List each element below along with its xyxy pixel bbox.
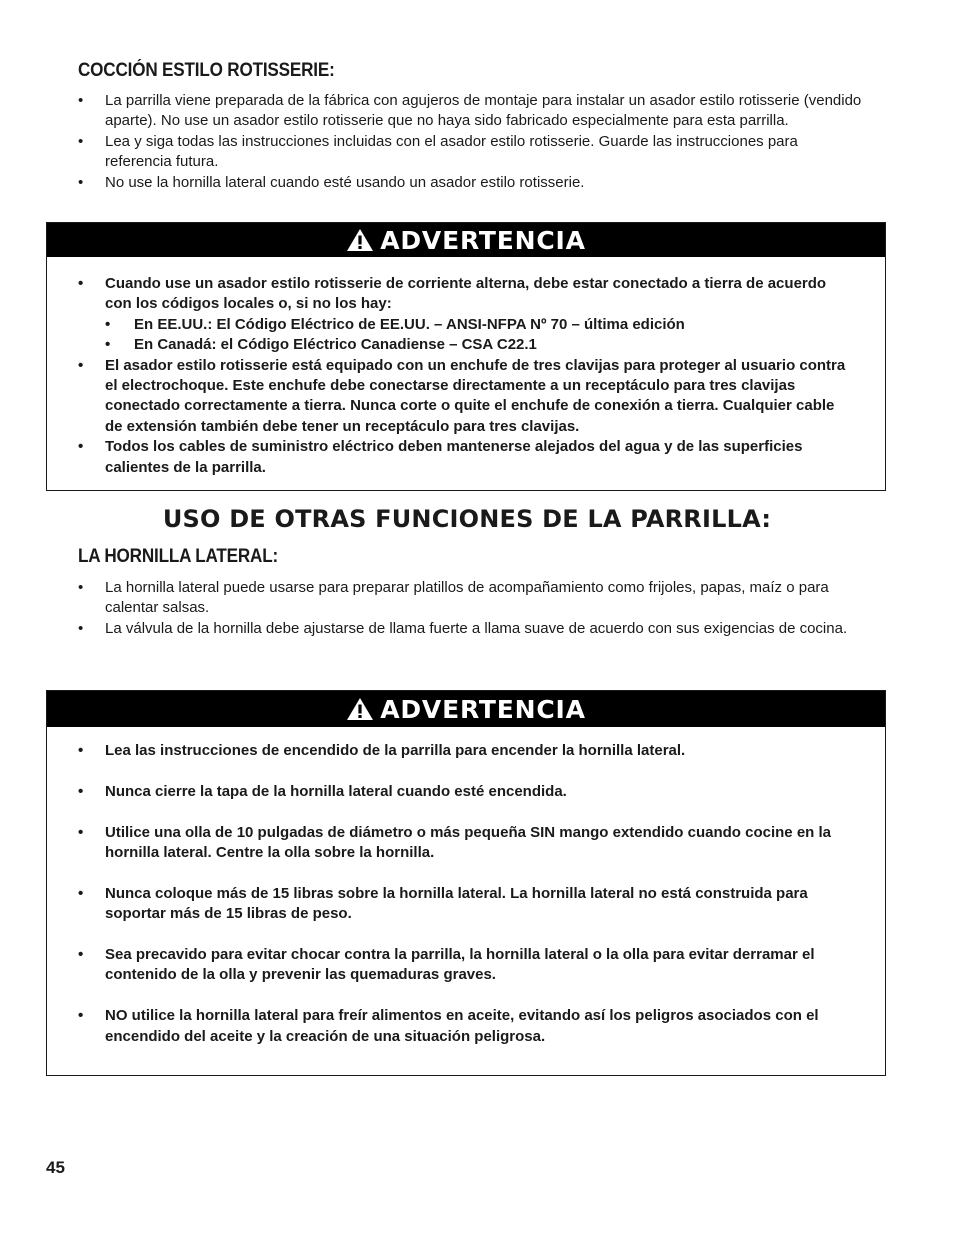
warning-triangle-icon <box>346 697 374 721</box>
list-item: • La parrilla viene preparada de la fábrica con agujeros de montaje para instalar un asador estilo rotisserie (vendido aparte). No use un asador estilo rotisserie que no haya sido fabricado especialmente para esta parrilla. <box>78 91 868 132</box>
warning-header <box>47 223 885 257</box>
side-burner-heading: LA HORNILLA LATERAL: <box>78 546 278 567</box>
warning-triangle-icon <box>346 228 374 252</box>
list-item: • La válvula de la hornilla debe ajustarse de llama fuerte a llama suave de acuerdo con sus exigencias de cocina. <box>78 619 868 639</box>
list-item: • No use la hornilla lateral cuando esté usando un asador estilo rotisserie. <box>78 173 868 193</box>
warning-list <box>78 741 848 1067</box>
page-number: 45 <box>46 1158 65 1177</box>
list-item <box>78 274 848 356</box>
list-item: • Nunca cierre la tapa de la hornilla lateral cuando esté encendida. <box>78 782 848 802</box>
rotisserie-list <box>78 91 868 193</box>
warning-box-side-burner <box>46 690 886 1076</box>
list-item: • En EE.UU.: El Código Eléctrico de EE.UU. – ANSI-NFPA Nº 70 – última edición <box>105 315 848 335</box>
warning-box-rotisserie <box>46 222 886 491</box>
list-item: • Sea precavido para evitar chocar contra la parrilla, la hornilla lateral o la olla para evitar derramar el contenido de la olla y prevenir las quemaduras graves. <box>78 945 848 986</box>
warning-title: ADVERTENCIA <box>380 694 586 724</box>
warning-list <box>78 274 848 478</box>
list-item: • Utilice una olla de 10 pulgadas de diámetro o más pequeña SIN mango extendido cuando cocine en la hornilla lateral. Centre la olla sobre la hornilla. <box>78 823 848 864</box>
list-item: • Lea las instrucciones de encendido de la parrilla para encender la hornilla lateral. <box>78 741 848 761</box>
list-item: • Lea y siga todas las instrucciones incluidas con el asador estilo rotisserie. Guarde las instrucciones para referencia futura. <box>78 132 868 173</box>
list-item: • En Canadá: el Código Eléctrico Canadiense – CSA C22.1 <box>105 335 848 355</box>
warning-header <box>47 691 885 727</box>
list-item: • Todos los cables de suministro eléctrico deben mantenerse alejados del agua y de las superficies calientes de la parrilla. <box>78 437 848 478</box>
list-item: • El asador estilo rotisserie está equipado con un enchufe de tres clavijas para proteger al usuario contra el electrochoque. Este enchufe debe conectarse directamente a un receptáculo para tres clavijas conectado correctamente a tierra. Nunca corte o quite el enchufe de conexión a tierra. Cualquier cable de extensión también debe tener un receptáculo para tres clavijas. <box>78 356 848 438</box>
list-item: • NO utilice la hornilla lateral para freír alimentos en aceite, evitando así los peligros asociados con el encendido del aceite y la creación de una situación peligrosa. <box>78 1006 848 1047</box>
warning-text: Cuando use un asador estilo rotisserie de corriente alterna, debe estar conectado a tierra de acuerdo con los códigos locales o, si no los hay: <box>105 275 827 313</box>
rotisserie-heading: COCCIÓN ESTILO ROTISSERIE: <box>78 60 335 81</box>
warning-sublist <box>105 315 848 356</box>
main-heading: USO DE OTRAS FUNCIONES DE LA PARRILLA: <box>162 505 772 533</box>
list-item: • Nunca coloque más de 15 libras sobre la hornilla lateral. La hornilla lateral no está construida para soportar más de 15 libras de peso. <box>78 884 848 925</box>
warning-title: ADVERTENCIA <box>380 225 586 255</box>
side-burner-list <box>78 578 868 639</box>
list-item: • La hornilla lateral puede usarse para preparar platillos de acompañamiento como frijoles, papas, maíz o para calentar salsas. <box>78 578 868 619</box>
